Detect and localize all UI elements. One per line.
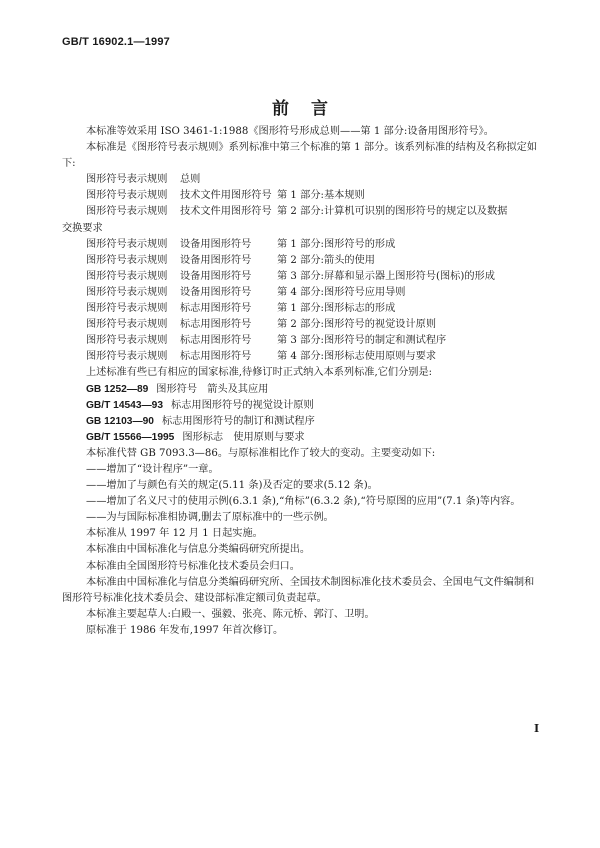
list-item: GB/T 15566—1995 图形标志 使用原则与要求 bbox=[86, 431, 305, 443]
document-body bbox=[62, 124, 538, 639]
centralized-paragraph: 本标准由全国图形符号标准化技术委员会归口。 bbox=[86, 560, 300, 572]
list-item: GB/T 14543—93 标志用图形符号的视觉设计原则 bbox=[86, 399, 314, 411]
national-standards-list bbox=[62, 382, 538, 446]
change-item: ——增加了与颜色有关的规定(5.11 条)及否定的要求(5.12 条)。 bbox=[86, 480, 378, 492]
effective-date-paragraph: 本标准从 1997 年 12 月 1 日起实施。 bbox=[86, 528, 263, 540]
page-number: I bbox=[534, 722, 540, 735]
change-item: ——增加了名义尺寸的使用示例(6.3.1 条),“角标”(6.3.2 条),“符号原图的应用”(7.1 条)等内容。 bbox=[86, 496, 521, 508]
list-item: 图形符号表示规则 标志用图形符号 第 4 部分:图形标志使用原则与要求 bbox=[86, 351, 437, 363]
drafters-paragraph: 本标准主要起草人:白殿一、强毅、张亮、陈元桥、郭汀、卫明。 bbox=[86, 608, 375, 620]
history-paragraph: 原标准于 1986 年发布,1997 年首次修订。 bbox=[86, 624, 284, 636]
list-item: 图形符号表示规则 设备用图形符号 第 1 部分:图形符号的形成 bbox=[86, 238, 396, 250]
list-item: 图形符号表示规则 标志用图形符号 第 2 部分:图形符号的视觉设计原则 bbox=[86, 319, 437, 331]
series-list-continued bbox=[62, 237, 538, 366]
list-item: 图形符号表示规则 设备用图形符号 第 2 部分:箭头的使用 bbox=[86, 254, 375, 266]
series-list bbox=[62, 172, 538, 220]
change-item: ——为与国际标准相协调,删去了原标准中的一些示例。 bbox=[86, 512, 334, 524]
list-item: 图形符号表示规则 标志用图形符号 第 1 部分:图形标志的形成 bbox=[86, 303, 396, 315]
drafting-units-paragraph: 本标准由中国标准化与信息分类编码研究所、全国技术制图标准化技术委员会、全国电气文件编制和图形符号标准化技术委员会、建设部标准定额司负责起草。 bbox=[62, 576, 535, 604]
list-item: 图形符号表示规则 设备用图形符号 第 3 部分:屏幕和显示器上图形符号(图标)的形成 bbox=[86, 270, 495, 282]
list-item: 图形符号表示规则 设备用图形符号 第 4 部分:图形符号应用导则 bbox=[86, 286, 406, 298]
list-item-continuation: 交换要求 bbox=[62, 222, 103, 234]
series-intro-paragraph: 本标准是《图形符号表示规则》系列标准中第三个标准的第 1 部分。该系列标准的结构及名称拟定如下: bbox=[62, 142, 538, 170]
list-item: 图形符号表示规则 技术文件用图形符号 第 1 部分:基本规则 bbox=[86, 190, 365, 202]
list-item: 图形符号表示规则 标志用图形符号 第 3 部分:图形符号的制定和测试程序 bbox=[86, 335, 447, 347]
list-item: 图形符号表示规则 技术文件用图形符号 第 2 部分:计算机可识别的图形符号的规定以及数据 bbox=[86, 206, 508, 218]
list-item: 图形符号表示规则 总则 bbox=[86, 174, 201, 186]
national-intro-paragraph: 上述标准有些已有相应的国家标准,待修订时正式纳入本系列标准,它们分别是: bbox=[86, 367, 433, 379]
equiv-paragraph: 本标准等效采用 ISO 3461-1:1988《图形符号形成总则——第 1 部分:设备用图形符号》。 bbox=[86, 126, 494, 137]
proposer-paragraph: 本标准由中国标准化与信息分类编码研究所提出。 bbox=[86, 544, 311, 556]
list-item: GB 12103—90 标志用图形符号的制订和测试程序 bbox=[86, 415, 315, 427]
change-item: ——增加了“设计程序”一章。 bbox=[86, 463, 219, 475]
standard-code: GB/T 16902.1—1997 bbox=[62, 36, 170, 48]
list-item: GB 1252—89 图形符号 箭头及其应用 bbox=[86, 383, 269, 395]
page-title: 前言 bbox=[272, 99, 350, 119]
replaces-paragraph: 本标准代替 GB 7093.3—86。与原标准相比作了较大的变动。主要变动如下: bbox=[86, 447, 436, 459]
